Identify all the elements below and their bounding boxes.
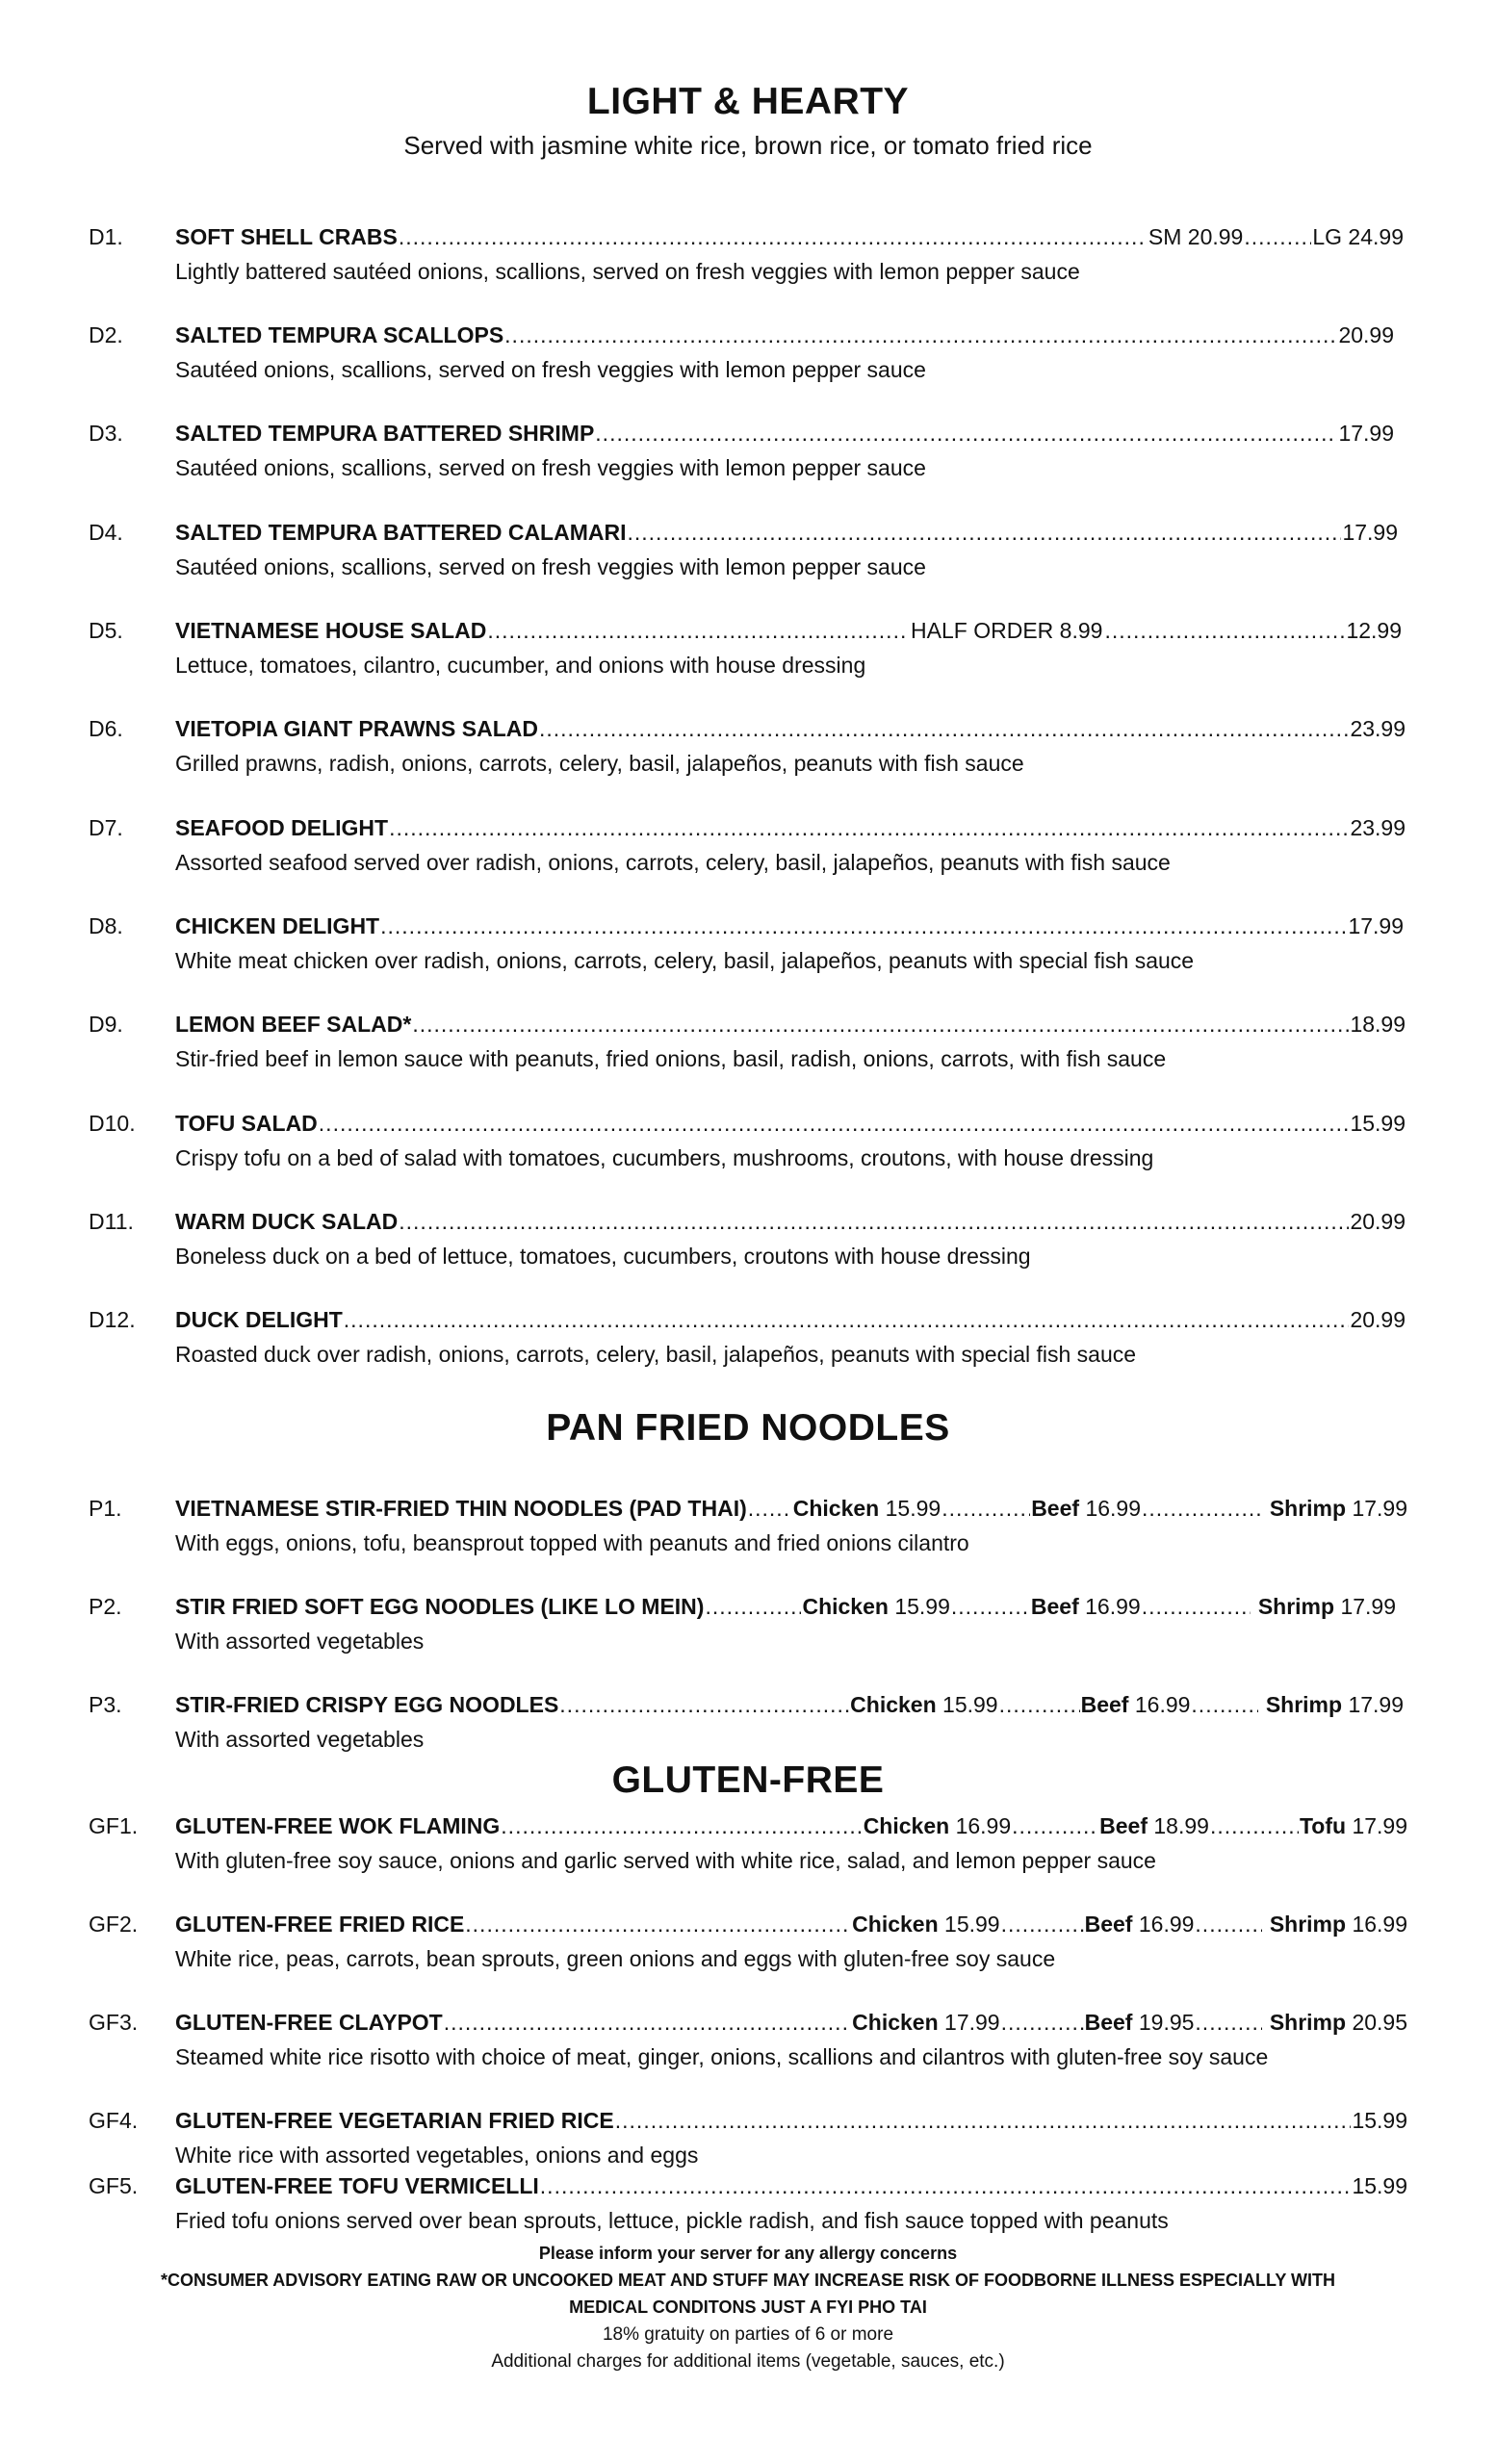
item-price: 15.99 [1350,1111,1406,1136]
item-code: D11. [89,1209,134,1234]
leader-dots [540,2173,1352,2199]
section-title-pan-fried-noodles: PAN FRIED NOODLES [546,1407,950,1449]
item-description: Fried tofu onions served over bean sprouts, lettuce, pickle radish, and fish sauce topped with peanuts [175,2208,1169,2233]
additional-charges-note: Additional charges for additional items (vegetable, sauces, etc.) [491,2351,1005,2372]
leader-dots [1210,1813,1299,1839]
option-chicken: Chicken 15.99 [802,1594,950,1619]
leader-dots [444,2010,851,2036]
item-description: Stir-fried beef in lemon sauce with peanuts, fried onions, basil, radish, onions, carrots, with fish sauce [175,1046,1167,1071]
leader-dots [539,716,1349,742]
option-beef: Beef 18.99 [1099,1813,1209,1838]
item-code: D6. [89,716,123,741]
item-description: Sautéed onions, scallions, served on fresh veggies with lemon pepper sauce [175,455,926,480]
item-description: White rice, peas, carrots, bean sprouts, green onions and eggs with gluten-free soy sauce [175,1946,1056,1971]
leader-dots [504,322,1337,348]
leader-dots [399,1209,1349,1235]
item-name: SALTED TEMPURA BATTERED CALAMARI [175,520,627,545]
item-code: GF3. [89,2010,139,2035]
item-name: GLUTEN-FREE TOFU VERMICELLI [175,2173,539,2198]
item-code: D1. [89,224,123,249]
consumer-advisory: *CONSUMER ADVISORY EATING RAW OR UNCOOKED MEAT AND STUFF MAY INCREASE RISK OF FOODBORNE ILLNESS ESPECIALLY WITH [160,2271,1336,2290]
item-description: Lightly battered sautéed onions, scallions, served on fresh veggies with lemon pepper sauce [175,259,1080,284]
item-description: With assorted vegetables [175,1727,425,1752]
item-description: Crispy tofu on a bed of salad with tomatoes, cucumbers, mushrooms, croutons, with house dressing [175,1145,1154,1170]
item-code: D8. [89,913,123,938]
item-description: Sautéed onions, scallions, served on fresh veggies with lemon pepper sauce [175,554,926,579]
item-code: D3. [89,421,123,446]
item-description: Boneless duck on a bed of lettuce, tomatoes, cucumbers, croutons with house dressing [175,1244,1031,1269]
leader-dots [412,1012,1349,1038]
leader-dots [705,1594,801,1620]
section-title-light-hearty: LIGHT & HEARTY [586,81,910,122]
option-shrimp: Shrimp 17.99 [1265,1692,1404,1717]
leader-dots [1244,224,1311,250]
leader-dots [487,618,909,644]
item-price: 17.99 [1338,421,1394,446]
item-price: 15.99 [1352,2173,1407,2198]
item-name: STIR-FRIED CRISPY EGG NOODLES [175,1692,559,1717]
item-name: CHICKEN DELIGHT [175,913,380,938]
item-price: 23.99 [1350,716,1406,741]
item-name: LEMON BEEF SALAD* [175,1012,412,1037]
leader-dots [319,1111,1350,1137]
leader-dots [999,1692,1080,1718]
item-code: P1. [89,1496,122,1521]
option-beef: Beef 16.99 [1084,1912,1195,1937]
consumer-advisory-continued: MEDICAL CONDITONS JUST A FYI PHO TAI [569,2297,927,2317]
item-name: VIETOPIA GIANT PRAWNS SALAD [175,716,538,741]
item-description: Roasted duck over radish, onions, carrots, celery, basil, jalapeños, peanuts with special fish sauce [175,1342,1137,1367]
item-name: SOFT SHELL CRABS [175,224,398,249]
leader-dots [941,1496,1030,1522]
option-chicken: Chicken 16.99 [863,1813,1012,1838]
option-shrimp: Shrimp 17.99 [1257,1594,1396,1619]
leader-dots [389,815,1349,841]
leader-dots [1001,2010,1084,2036]
leader-dots [1195,1912,1262,1938]
leader-dots [380,913,1347,939]
item-code: P3. [89,1692,122,1717]
item-price: 17.99 [1342,520,1398,545]
allergy-notice: Please inform your server for any allergy concerns [538,2244,958,2263]
item-price: 20.99 [1350,1307,1406,1332]
item-description: With eggs, onions, tofu, beansprout topped with peanuts and fried onions cilantro [175,1530,969,1555]
item-name: GLUTEN-FREE VEGETARIAN FRIED RICE [175,2108,614,2133]
leader-dots [1195,2010,1262,2036]
leader-dots [595,421,1337,447]
item-code: D5. [89,618,123,643]
item-name: STIR FRIED SOFT EGG NOODLES (LIKE LO MEIN) [175,1594,705,1619]
item-half-order-price: HALF ORDER 8.99 [911,618,1103,643]
item-price: 18.99 [1350,1012,1406,1037]
item-name: WARM DUCK SALAD [175,1209,399,1234]
item-name: GLUTEN-FREE FRIED RICE [175,1912,465,1937]
section-subtitle-light-hearty: Served with jasmine white rice, brown rice, or tomato fried rice [403,131,1093,160]
item-description: Assorted seafood served over radish, onions, carrots, celery, basil, jalapeños, peanuts with fish sauce [175,850,1171,875]
leader-dots [1142,1496,1262,1522]
leader-dots [465,1912,851,1938]
item-name: SALTED TEMPURA SCALLOPS [175,322,504,347]
item-name: DUCK DELIGHT [175,1307,343,1332]
item-description: Sautéed onions, scallions, served on fresh veggies with lemon pepper sauce [175,357,926,382]
option-chicken: Chicken 15.99 [792,1496,941,1521]
item-code: GF2. [89,1912,139,1937]
option-beef: Beef 16.99 [1031,1496,1141,1521]
option-beef: Beef 16.99 [1030,1594,1141,1619]
item-description: Lettuce, tomatoes, cilantro, cucumber, and onions with house dressing [175,653,866,678]
leader-dots [615,2108,1352,2134]
item-price-large: LG 24.99 [1312,224,1404,249]
item-name: VIETNAMESE HOUSE SALAD [175,618,487,643]
item-name: TOFU SALAD [175,1111,318,1136]
item-price-small: SM 20.99 [1148,224,1244,249]
item-description: White meat chicken over radish, onions, carrots, celery, basil, jalapeños, peanuts with special fish sauce [175,948,1195,973]
item-description: White rice with assorted vegetables, onions and eggs [175,2143,699,2168]
item-name: GLUTEN-FREE CLAYPOT [175,2010,443,2035]
item-description: Grilled prawns, radish, onions, carrots, celery, basil, jalapeños, peanuts with fish sauce [175,751,1024,776]
item-name: GLUTEN-FREE WOK FLAMING [175,1813,501,1838]
item-price: 20.99 [1338,322,1394,347]
leader-dots [1001,1912,1084,1938]
item-price: 23.99 [1350,815,1406,840]
leader-dots [344,1307,1350,1333]
item-name: VIETNAMESE STIR-FRIED THIN NOODLES (PAD THAI) [175,1496,747,1521]
item-price: 20.99 [1350,1209,1406,1234]
section-title-gluten-free: GLUTEN-FREE [611,1759,885,1801]
option-chicken: Chicken 15.99 [850,1692,998,1717]
option-chicken: Chicken 15.99 [852,1912,1000,1937]
leader-dots [559,1692,849,1718]
option-shrimp: Shrimp 16.99 [1269,1912,1407,1937]
item-price: 15.99 [1352,2108,1407,2133]
item-price: 12.99 [1346,618,1402,643]
leader-dots [399,224,1148,250]
item-code: GF5. [89,2173,139,2198]
option-chicken: Chicken 17.99 [852,2010,1000,2035]
item-code: D9. [89,1012,123,1037]
gratuity-note: 18% gratuity on parties of 6 or more [602,2324,894,2345]
item-code: D2. [89,322,123,347]
leader-dots [501,1813,862,1839]
item-code: D4. [89,520,123,545]
item-code: D12. [89,1307,136,1332]
item-code: GF1. [89,1813,139,1838]
leader-dots [748,1496,792,1522]
item-price: 17.99 [1348,913,1404,938]
item-code: D7. [89,815,123,840]
item-name: SEAFOOD DELIGHT [175,815,389,840]
leader-dots [1191,1692,1258,1718]
item-code: P2. [89,1594,122,1619]
leader-dots [1012,1813,1098,1839]
option-tofu: Tofu 17.99 [1299,1813,1407,1838]
leader-dots [951,1594,1030,1620]
item-code: GF4. [89,2108,139,2133]
leader-dots [1142,1594,1251,1620]
option-beef: Beef 16.99 [1080,1692,1191,1717]
item-name: SALTED TEMPURA BATTERED SHRIMP [175,421,595,446]
item-description: With gluten-free soy sauce, onions and garlic served with white rice, salad, and lemon pepper sauce [175,1848,1156,1873]
item-code: D10. [89,1111,136,1136]
item-description: With assorted vegetables [175,1629,425,1654]
option-shrimp: Shrimp 20.95 [1269,2010,1407,2035]
option-shrimp: Shrimp 17.99 [1269,1496,1407,1521]
option-beef: Beef 19.95 [1084,2010,1195,2035]
leader-dots [1104,618,1345,644]
item-description: Steamed white rice risotto with choice of meat, ginger, onions, scallions and cilantros with gluten-free soy sauce [175,2044,1269,2069]
leader-dots [628,520,1342,546]
